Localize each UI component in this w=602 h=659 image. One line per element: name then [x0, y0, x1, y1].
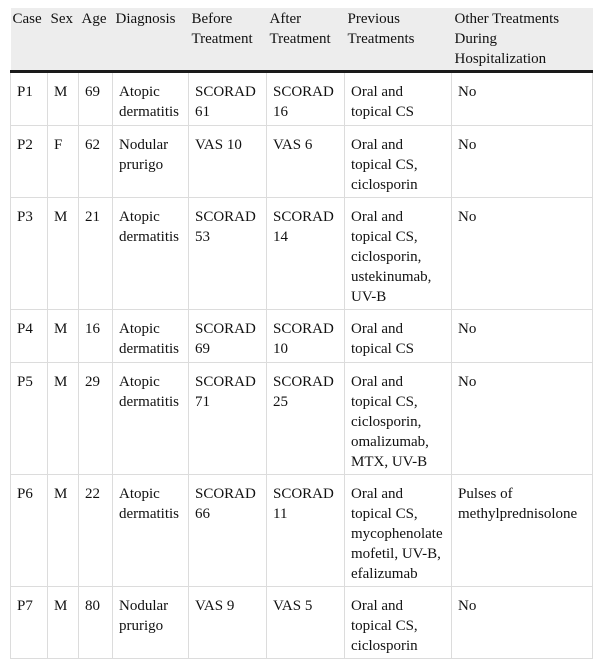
header-previous-treatments: Previous Treatments	[345, 8, 452, 72]
cell-age: 80	[79, 587, 113, 659]
header-before-treatment: Before Treatment	[189, 8, 267, 72]
cell-diagnosis: Nodular prurigo	[113, 126, 189, 198]
cell-case: P4	[11, 310, 48, 363]
cell-after-treatment: SCORAD 16	[267, 72, 345, 126]
cell-previous-treatments: Oral and topical CS, ciclosporin	[345, 587, 452, 659]
cell-previous-treatments: Oral and topical CS, ciclosporin, omalizumab, MTX, UV-B	[345, 363, 452, 475]
cell-previous-treatments: Oral and topical CS	[345, 310, 452, 363]
cell-before-treatment: VAS 9	[189, 587, 267, 659]
cell-case: P7	[11, 587, 48, 659]
cell-other-treatments: No	[452, 198, 593, 310]
cell-case: P3	[11, 198, 48, 310]
header-row	[11, 8, 593, 72]
cell-sex: F	[48, 126, 79, 198]
cell-diagnosis: Atopic dermatitis	[113, 363, 189, 475]
cell-after-treatment: SCORAD 10	[267, 310, 345, 363]
cell-after-treatment: VAS 5	[267, 587, 345, 659]
cell-case: P5	[11, 363, 48, 475]
cell-case: P1	[11, 72, 48, 126]
cell-before-treatment: SCORAD 66	[189, 475, 267, 587]
cell-case: P6	[11, 475, 48, 587]
cell-sex: M	[48, 363, 79, 475]
cell-age: 62	[79, 126, 113, 198]
table-row	[11, 126, 593, 198]
cell-other-treatments: No	[452, 72, 593, 126]
cell-other-treatments: No	[452, 126, 593, 198]
cell-age: 29	[79, 363, 113, 475]
cell-before-treatment: VAS 10	[189, 126, 267, 198]
header-diagnosis: Diagnosis	[113, 8, 189, 72]
cell-other-treatments: Pulses of methylprednisolone	[452, 475, 593, 587]
cell-after-treatment: VAS 6	[267, 126, 345, 198]
cell-after-treatment: SCORAD 25	[267, 363, 345, 475]
table-row	[11, 310, 593, 363]
cell-age: 22	[79, 475, 113, 587]
cell-other-treatments: No	[452, 587, 593, 659]
cell-after-treatment: SCORAD 14	[267, 198, 345, 310]
table-row	[11, 198, 593, 310]
cell-age: 16	[79, 310, 113, 363]
header-case: Case	[11, 8, 48, 72]
cell-after-treatment: SCORAD 11	[267, 475, 345, 587]
table-row	[11, 363, 593, 475]
table-container	[10, 8, 592, 659]
cell-before-treatment: SCORAD 69	[189, 310, 267, 363]
cell-diagnosis: Atopic dermatitis	[113, 198, 189, 310]
cell-sex: M	[48, 310, 79, 363]
cell-before-treatment: SCORAD 61	[189, 72, 267, 126]
cell-diagnosis: Atopic dermatitis	[113, 72, 189, 126]
cell-previous-treatments: Oral and topical CS, ciclosporin, ustekinumab, UV-B	[345, 198, 452, 310]
cell-diagnosis: Nodular prurigo	[113, 587, 189, 659]
cell-sex: M	[48, 198, 79, 310]
header-age: Age	[79, 8, 113, 72]
cell-diagnosis: Atopic dermatitis	[113, 310, 189, 363]
table-row	[11, 72, 593, 126]
header-other-treatments: Other Treatments During Hospitalization	[452, 8, 593, 72]
table-row	[11, 587, 593, 659]
table-row	[11, 475, 593, 587]
cell-other-treatments: No	[452, 310, 593, 363]
cell-sex: M	[48, 587, 79, 659]
cell-before-treatment: SCORAD 53	[189, 198, 267, 310]
cell-previous-treatments: Oral and topical CS	[345, 72, 452, 126]
cell-diagnosis: Atopic dermatitis	[113, 475, 189, 587]
cell-before-treatment: SCORAD 71	[189, 363, 267, 475]
cell-other-treatments: No	[452, 363, 593, 475]
cell-previous-treatments: Oral and topical CS, mycophenolate mofetil, UV-B, efalizumab	[345, 475, 452, 587]
cell-age: 69	[79, 72, 113, 126]
cell-case: P2	[11, 126, 48, 198]
cell-age: 21	[79, 198, 113, 310]
cell-sex: M	[48, 72, 79, 126]
cell-sex: M	[48, 475, 79, 587]
cell-previous-treatments: Oral and topical CS, ciclosporin	[345, 126, 452, 198]
header-after-treatment: After Treatment	[267, 8, 345, 72]
patients-table	[10, 8, 593, 659]
header-sex: Sex	[48, 8, 79, 72]
